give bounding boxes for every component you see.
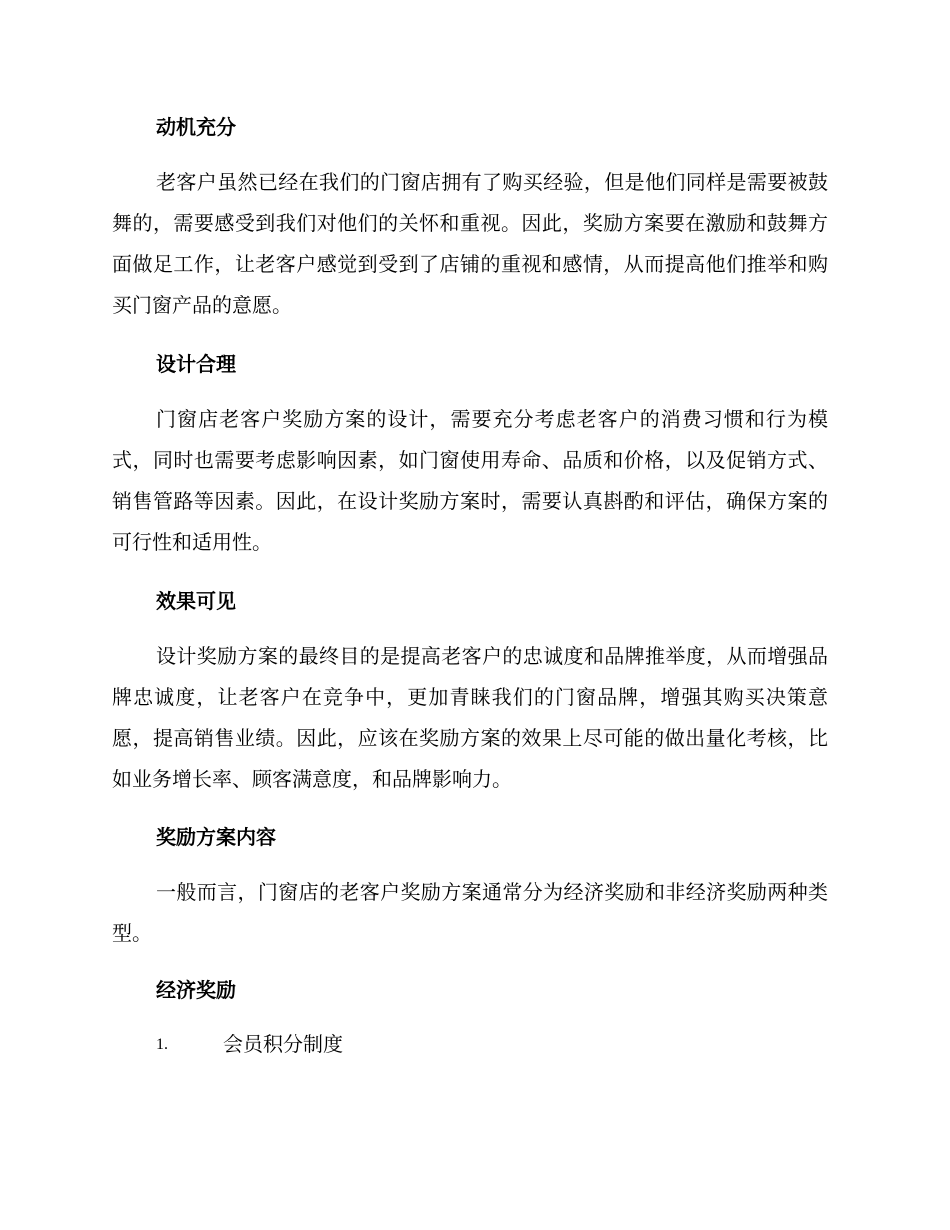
section-heading-design: 设计合理 [156, 352, 236, 376]
section-heading-motivation: 动机充分 [156, 115, 236, 139]
section-paragraph-reward-content: 一般而言，门窗店的老客户奖励方案通常分为经济奖励和非经济奖励两种类型。 [112, 880, 828, 945]
list-item-number: 1. [156, 1036, 168, 1053]
section-heading-economic-reward: 经济奖励 [156, 978, 236, 1002]
section-heading-reward-content: 奖励方案内容 [156, 825, 276, 849]
section-paragraph-design: 门窗店老客户奖励方案的设计，需要充分考虑老客户的消费习惯和行为模式，同时也需要考虑影响因素，如门窗使用寿命、品质和价格，以及促销方式、销售管路等因素。因此，在设计奖励方案时，需要认真斟酌和评估，确保方案的可行性和适用性。 [112, 407, 828, 554]
section-heading-effect: 效果可见 [156, 589, 236, 613]
list-item-text: 会员积分制度 [223, 1032, 343, 1056]
section-paragraph-motivation: 老客户虽然已经在我们的门窗店拥有了购买经验，但是他们同样是需要被鼓舞的，需要感受到我们对他们的关怀和重视。因此，奖励方案要在激励和鼓舞方面做足工作，让老客户感觉到受到了店铺的重视和感情，从而提高他们推举和购买门窗产品的意愿。 [112, 170, 828, 317]
section-paragraph-effect: 设计奖励方案的最终目的是提高老客户的忠诚度和品牌推举度，从而增强品牌忠诚度，让老客户在竞争中，更加青睐我们的门窗品牌，增强其购买决策意愿，提高销售业绩。因此，应该在奖励方案的效果上尽可能的做出量化考核，比如业务增长率、顾客满意度，和品牌影响力。 [112, 644, 828, 791]
